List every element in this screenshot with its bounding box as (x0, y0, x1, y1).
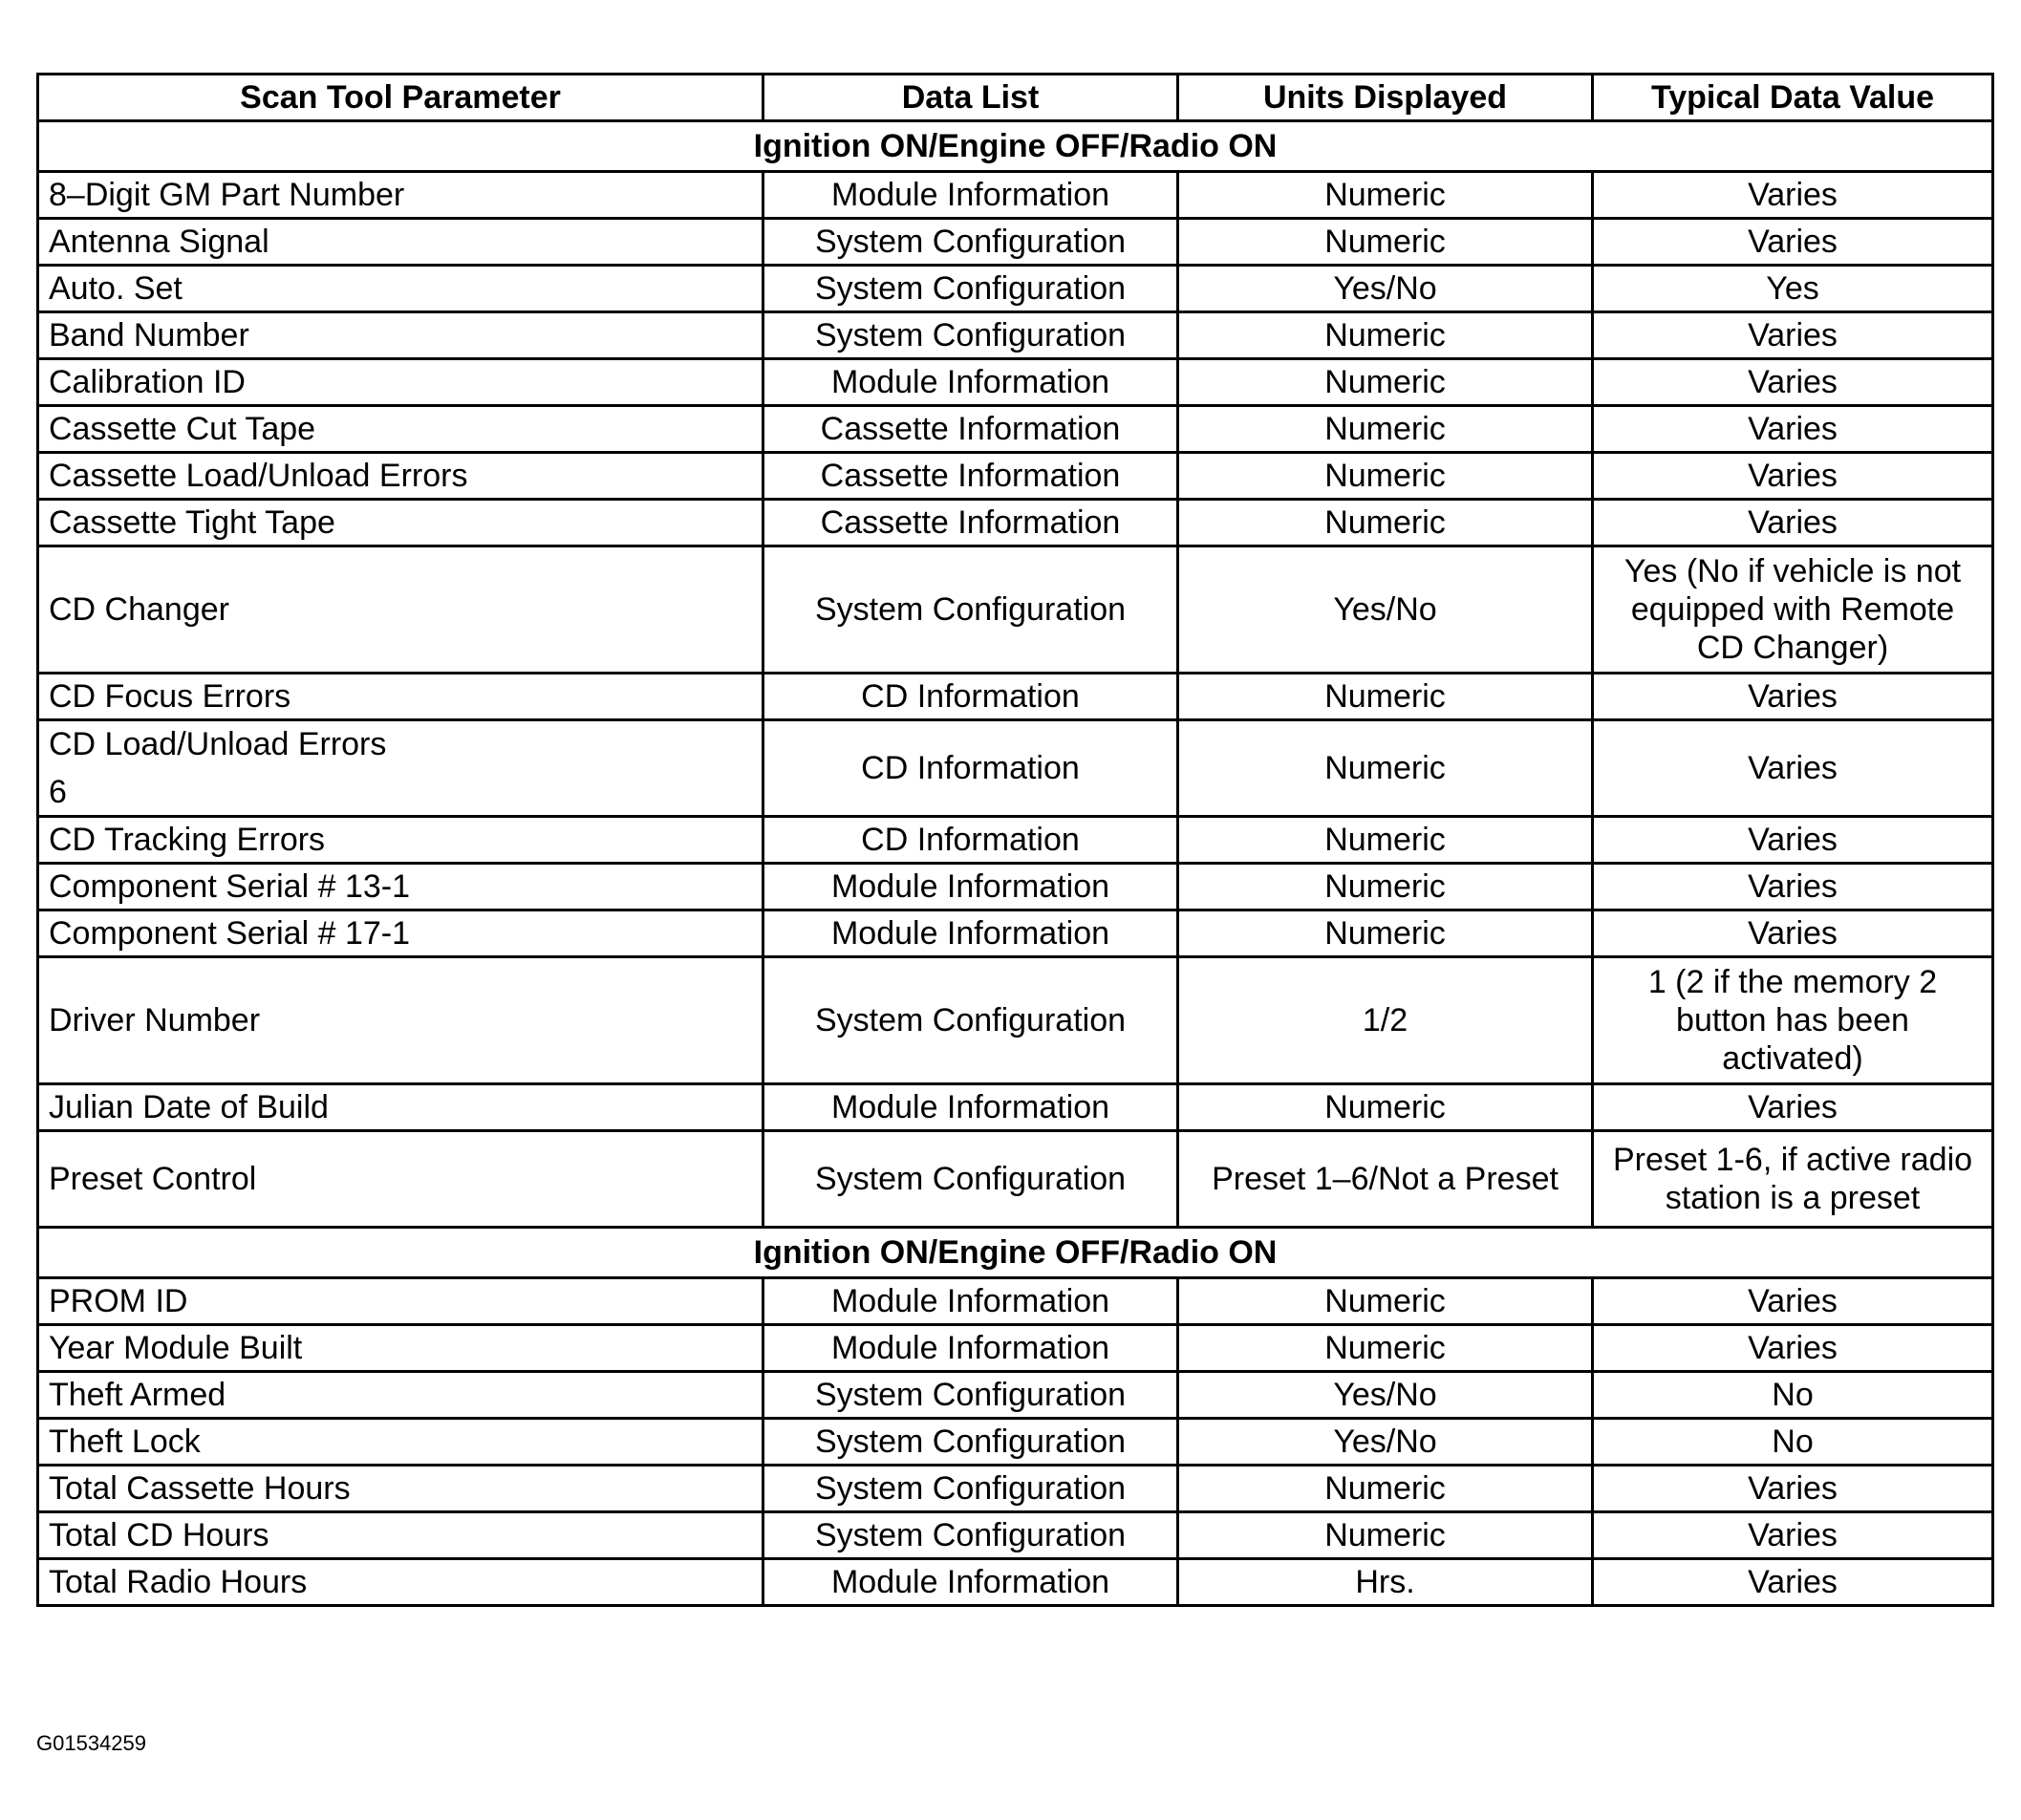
section-header-row (38, 121, 1993, 172)
units-cell: Numeric (1178, 720, 1593, 817)
value-cell: Varies (1593, 172, 1993, 219)
units-cell: Numeric (1178, 1084, 1593, 1131)
table-row (38, 957, 1993, 1084)
value-cell: 1 (2 if the memory 2 button has been activated) (1593, 957, 1993, 1084)
data-list-cell: System Configuration (763, 1372, 1178, 1419)
param-cell: CD Changer (38, 546, 763, 674)
data-list-cell: System Configuration (763, 266, 1178, 312)
data-list-cell: System Configuration (763, 546, 1178, 674)
data-list-cell: Module Information (763, 1559, 1178, 1606)
param-cell: Julian Date of Build (38, 1084, 763, 1131)
units-cell: Numeric (1178, 817, 1593, 864)
param-cell (38, 720, 763, 817)
header-row (38, 75, 1993, 121)
units-cell: Numeric (1178, 453, 1593, 500)
table-row (38, 453, 1993, 500)
table-row (38, 500, 1993, 546)
data-list-cell: System Configuration (763, 219, 1178, 266)
units-cell: Numeric (1178, 219, 1593, 266)
units-cell: Numeric (1178, 674, 1593, 720)
units-cell: Numeric (1178, 500, 1593, 546)
units-cell: Numeric (1178, 172, 1593, 219)
param-cell: Driver Number (38, 957, 763, 1084)
table-row (38, 1372, 1993, 1419)
table-row (38, 172, 1993, 219)
data-list-cell: Cassette Information (763, 453, 1178, 500)
value-cell: Varies (1593, 910, 1993, 957)
param-cell: Total CD Hours (38, 1512, 763, 1559)
table-row (38, 1278, 1993, 1325)
value-cell: No (1593, 1372, 1993, 1419)
param-cell: Year Module Built (38, 1325, 763, 1372)
param-cell: Component Serial # 13-1 (38, 864, 763, 910)
header-scan-tool-parameter: Scan Tool Parameter (38, 75, 763, 121)
param-cell: Preset Control (38, 1131, 763, 1228)
table-row (38, 1325, 1993, 1372)
units-cell: Numeric (1178, 1325, 1593, 1372)
section-title: Ignition ON/Engine OFF/Radio ON (38, 121, 1993, 172)
header-data-list: Data List (763, 75, 1178, 121)
value-cell: Varies (1593, 453, 1993, 500)
value-cell: Varies (1593, 500, 1993, 546)
value-cell: Varies (1593, 1559, 1993, 1606)
table-row (38, 720, 1993, 817)
table-row (38, 674, 1993, 720)
table-row (38, 406, 1993, 453)
units-cell: Hrs. (1178, 1559, 1593, 1606)
value-cell: Varies (1593, 1512, 1993, 1559)
value-cell: Varies (1593, 359, 1993, 406)
table-row (38, 1512, 1993, 1559)
section-header-row (38, 1228, 1993, 1278)
scan-tool-data-table (36, 73, 1994, 1607)
data-list-cell: Module Information (763, 1325, 1178, 1372)
param-cell: Auto. Set (38, 266, 763, 312)
param-cell: Cassette Cut Tape (38, 406, 763, 453)
table-row (38, 1131, 1993, 1228)
units-cell: Numeric (1178, 312, 1593, 359)
param-cell: Component Serial # 17-1 (38, 910, 763, 957)
data-list-cell: Module Information (763, 1278, 1178, 1325)
data-list-cell: System Configuration (763, 957, 1178, 1084)
header-units-displayed: Units Displayed (1178, 75, 1593, 121)
table-row (38, 312, 1993, 359)
value-cell: Varies (1593, 219, 1993, 266)
units-cell: Numeric (1178, 1512, 1593, 1559)
data-list-cell: System Configuration (763, 1512, 1178, 1559)
table-row (38, 1084, 1993, 1131)
param-cell: CD Tracking Errors (38, 817, 763, 864)
value-cell: Preset 1-6, if active radio station is a preset (1593, 1131, 1993, 1228)
table-row (38, 910, 1993, 957)
value-cell: Yes (1593, 266, 1993, 312)
units-cell: Yes/No (1178, 1372, 1593, 1419)
document-page (36, 73, 1991, 1607)
data-list-cell: CD Information (763, 817, 1178, 864)
table-row (38, 864, 1993, 910)
table-row (38, 546, 1993, 674)
value-cell: Varies (1593, 817, 1993, 864)
table-row (38, 1466, 1993, 1512)
units-cell: Numeric (1178, 864, 1593, 910)
param-cell: Theft Armed (38, 1372, 763, 1419)
value-cell: Varies (1593, 1278, 1993, 1325)
data-list-cell: Cassette Information (763, 500, 1178, 546)
value-cell: No (1593, 1419, 1993, 1466)
units-cell: Numeric (1178, 1466, 1593, 1512)
data-list-cell: System Configuration (763, 1466, 1178, 1512)
param-text: CD Load/Unload Errors (49, 726, 387, 762)
table-row (38, 359, 1993, 406)
table-row (38, 817, 1993, 864)
units-cell: Numeric (1178, 359, 1593, 406)
value-cell: Varies (1593, 312, 1993, 359)
table-row (38, 1559, 1993, 1606)
table-row (38, 219, 1993, 266)
value-cell: Varies (1593, 674, 1993, 720)
units-cell: Numeric (1178, 406, 1593, 453)
param-cell: Band Number (38, 312, 763, 359)
data-list-cell: Module Information (763, 1084, 1178, 1131)
value-cell: Varies (1593, 1325, 1993, 1372)
data-list-cell: CD Information (763, 720, 1178, 817)
value-cell: Varies (1593, 1466, 1993, 1512)
value-cell: Varies (1593, 864, 1993, 910)
data-list-cell: Module Information (763, 359, 1178, 406)
data-list-cell: System Configuration (763, 1131, 1178, 1228)
table-row (38, 266, 1993, 312)
value-cell: Varies (1593, 720, 1993, 817)
units-cell: Yes/No (1178, 546, 1593, 674)
data-list-cell: System Configuration (763, 312, 1178, 359)
table-row (38, 1419, 1993, 1466)
section-title: Ignition ON/Engine OFF/Radio ON (38, 1228, 1993, 1278)
data-list-cell: System Configuration (763, 1419, 1178, 1466)
figure-id: G01534259 (36, 1731, 146, 1755)
units-cell: Yes/No (1178, 266, 1593, 312)
units-cell: Numeric (1178, 1278, 1593, 1325)
units-cell: 1/2 (1178, 957, 1593, 1084)
param-cell: Total Cassette Hours (38, 1466, 763, 1512)
units-cell: Preset 1–6/Not a Preset (1178, 1131, 1593, 1228)
header-typical-data-value: Typical Data Value (1593, 75, 1993, 121)
param-cell: CD Focus Errors (38, 674, 763, 720)
value-cell: Varies (1593, 406, 1993, 453)
units-cell: Yes/No (1178, 1419, 1593, 1466)
param-cell: Antenna Signal (38, 219, 763, 266)
data-list-cell: Module Information (763, 172, 1178, 219)
data-list-cell: CD Information (763, 674, 1178, 720)
data-list-cell: Module Information (763, 864, 1178, 910)
param-cell: PROM ID (38, 1278, 763, 1325)
param-cell: Calibration ID (38, 359, 763, 406)
param-cell: 8–Digit GM Part Number (38, 172, 763, 219)
param-cell: Cassette Tight Tape (38, 500, 763, 546)
units-cell: Numeric (1178, 910, 1593, 957)
value-cell: Yes (No if vehicle is not equipped with Remote CD Changer) (1593, 546, 1993, 674)
param-cell: Cassette Load/Unload Errors (38, 453, 763, 500)
param-cell: Theft Lock (38, 1419, 763, 1466)
data-list-cell: Cassette Information (763, 406, 1178, 453)
param-text-line2: 6 (49, 774, 67, 810)
value-cell: Varies (1593, 1084, 1993, 1131)
param-cell: Total Radio Hours (38, 1559, 763, 1606)
data-list-cell: Module Information (763, 910, 1178, 957)
